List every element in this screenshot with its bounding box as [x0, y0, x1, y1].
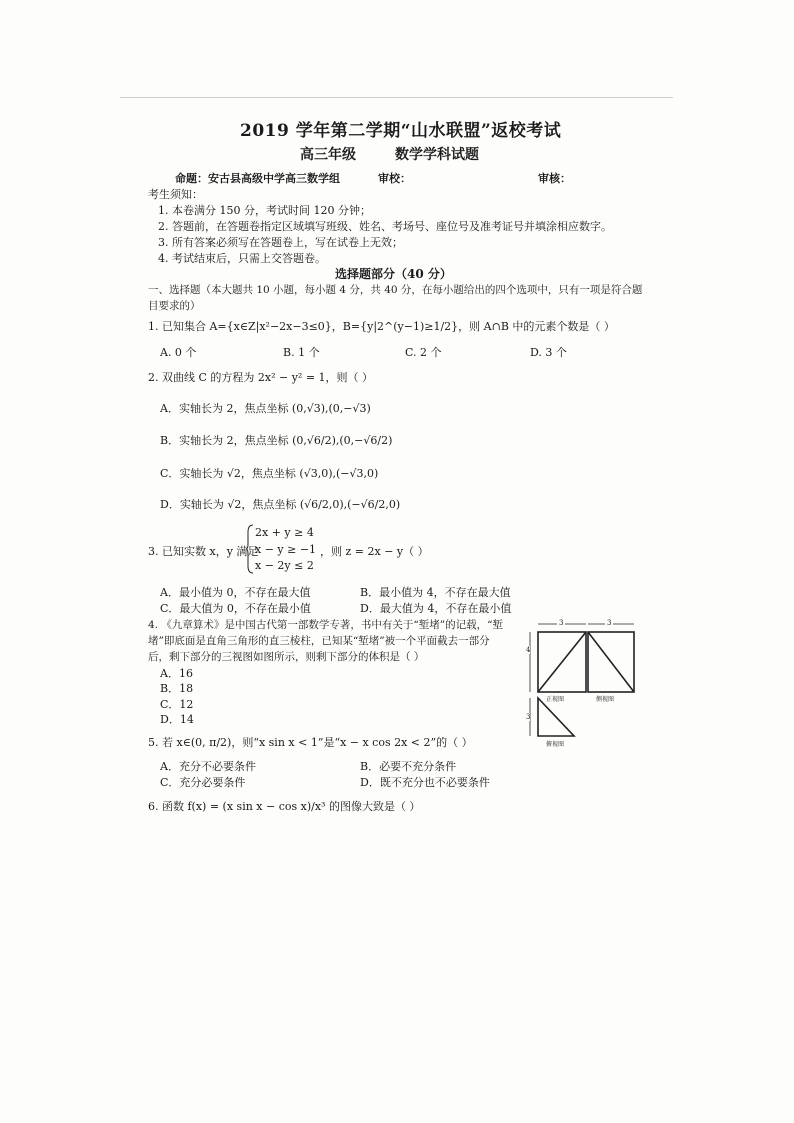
q4-option-a: A．16: [160, 667, 193, 680]
question-3-stem-pre: 3. 已知实数 x，y 满足: [148, 545, 259, 558]
q3-condition: x − 2y ≤ 2: [255, 559, 314, 572]
notice-item: 2. 答题前，在答题卷指定区域填写班级、姓名、考场号、座位号及准考证号并填涂相应数字。: [158, 220, 612, 233]
q2-option-b: B．实轴长为 2，焦点坐标 (0,√6/2),(0,−√6/2): [160, 434, 393, 447]
question-1-stem: 1. 已知集合 A={x∈Z|x²−2x−3≤0}，B={y|2^(y−1)≥1/2}，则 A∩B 中的元素个数是（ ）: [148, 320, 615, 333]
section-intro: 目要求的）: [148, 300, 201, 312]
notice-item: 4. 考试结束后，只需上交答题卷。: [158, 252, 326, 265]
section-title: 选择题部分（40 分）: [335, 267, 452, 281]
q3-option-c: C．最大值为 0，不存在最小值: [160, 602, 311, 615]
label-side-view: 侧视图: [596, 696, 615, 703]
q3-option-b: B．最小值为 4，不存在最大值: [360, 586, 511, 599]
review-label-2: 审核：: [538, 172, 571, 185]
question-2-stem: 2. 双曲线 C 的方程为 2x² − y² = 1，则（ ）: [148, 371, 374, 384]
dim-top-left: 3: [559, 619, 564, 627]
dim-top-right: 3: [607, 619, 612, 627]
q3-option-d: D．最大值为 4，不存在最小值: [360, 602, 512, 615]
question-3-stem-post: ，则 z = 2x − y（ ）: [320, 545, 429, 558]
review-label-1: 审校：: [378, 172, 411, 185]
q1-option-b: B. 1 个: [283, 346, 320, 359]
author-line: 命题：安古县高级中学高三数学组: [175, 172, 340, 185]
question-6-stem: 6. 函数 f(x) = (x sin x − cos x)/x³ 的图像大致是（ ）: [148, 800, 421, 813]
exam-title: 2019 学年第二学期“山水联盟”返校考试: [240, 121, 562, 141]
notice-title: 考生须知：: [148, 188, 203, 201]
question-4-line: 4. 《九章算术》是中国古代第一部数学专著，书中有关于“堑堵”的记载，“堑: [148, 619, 503, 631]
q3-option-a: A．最小值为 0，不存在最大值: [160, 586, 311, 599]
three-view-figure: [522, 618, 642, 748]
question-5-stem: 5. 若 x∈(0, π/2)，则“x sin x < 1”是“x − x cos 2x < 2”的（ ）: [148, 736, 473, 749]
q1-option-d: D. 3 个: [530, 346, 567, 359]
grade-label: 高三年级: [300, 147, 356, 163]
q4-option-b: B．18: [160, 682, 194, 695]
q5-option-c: C．充分必要条件: [160, 776, 246, 789]
header-rule: [120, 97, 673, 98]
question-4-line: 后，剩下部分的三视图如图所示，则剩下部分的体积是（ ）: [148, 651, 425, 663]
q4-option-d: D．14: [160, 713, 194, 726]
question-4-line: 堵”即底面是直角三角形的直三棱柱，已知某“堑堵”被一个平面截去一部分: [148, 635, 490, 647]
label-front-view: 正视图: [546, 696, 565, 703]
q5-option-a: A．充分不必要条件: [160, 760, 256, 773]
q2-option-a: A．实轴长为 2，焦点坐标 (0,√3),(0,−√3): [160, 402, 371, 415]
q1-option-c: C. 2 个: [405, 346, 442, 359]
q1-option-a: A. 0 个: [160, 346, 197, 359]
label-top-view: 俯视图: [546, 741, 565, 748]
section-intro: 一、选择题（本大题共 10 小题，每小题 4 分，共 40 分，在每小题给出的四个选项中，只有一项是符合题: [148, 284, 643, 296]
q2-option-c: C．实轴长为 √2，焦点坐标 (√3,0),(−√3,0): [160, 467, 379, 480]
q3-condition: x − y ≥ −1: [255, 543, 317, 556]
q5-option-b: B．必要不充分条件: [360, 760, 457, 773]
notice-item: 1. 本卷满分 150 分，考试时间 120 分钟；: [158, 204, 371, 217]
q5-option-d: D．既不充分也不必要条件: [360, 776, 490, 789]
system-brace: [246, 524, 254, 574]
notice-item: 3. 所有答案必须写在答题卷上，写在试卷上无效；: [158, 236, 403, 249]
dim-bottom: 3: [526, 713, 531, 721]
q3-condition: 2x + y ≥ 4: [255, 526, 314, 539]
q4-option-c: C．12: [160, 698, 194, 711]
q2-option-d: D．实轴长为 √2，焦点坐标 (√6/2,0),(−√6/2,0): [160, 498, 401, 511]
dim-side: 4: [526, 646, 531, 654]
subject-label: 数学学科试题: [395, 147, 479, 163]
